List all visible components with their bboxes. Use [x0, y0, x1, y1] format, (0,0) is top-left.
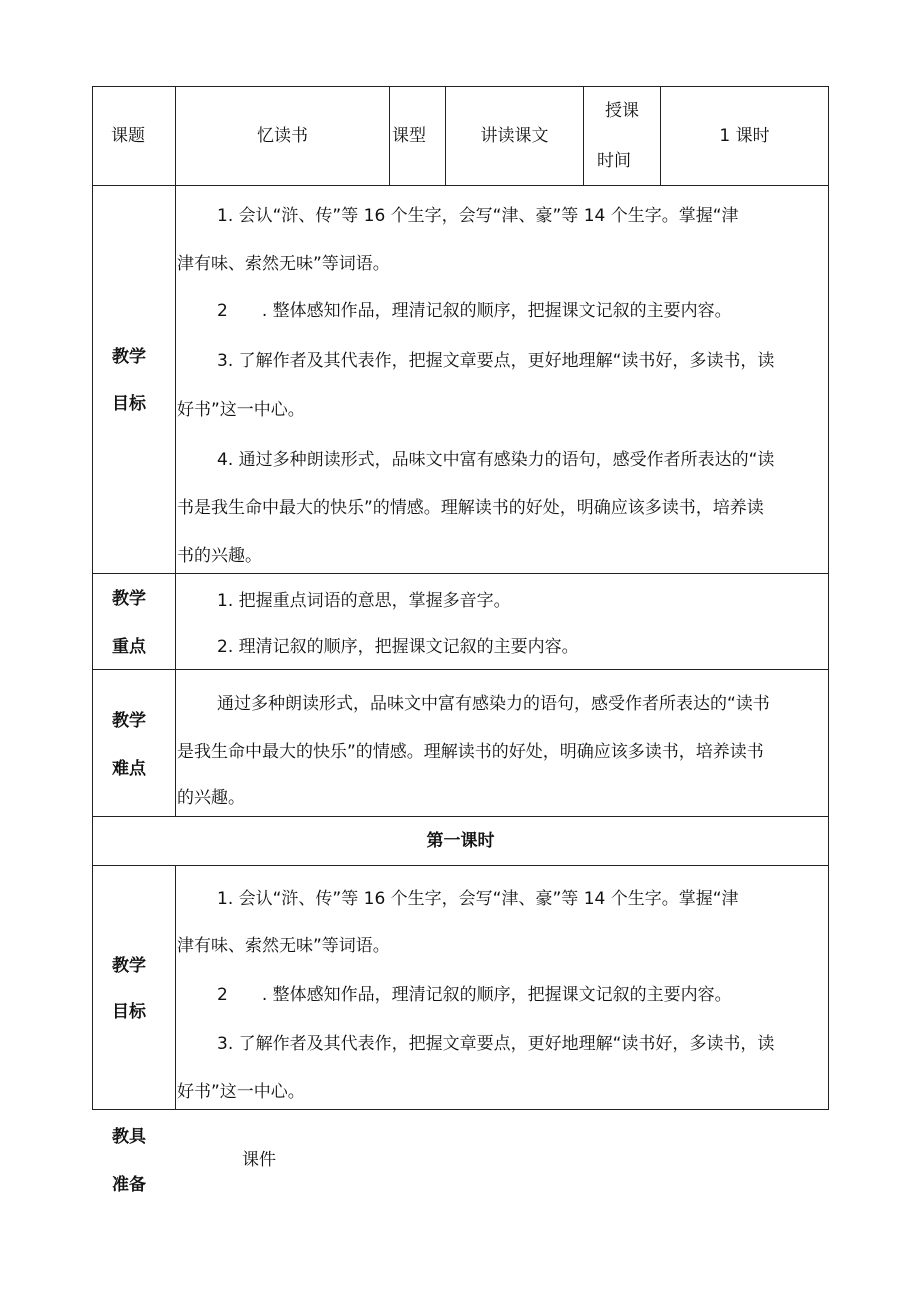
difficulties-line: 通过多种朗读形式，品味文中富有感染力的语句，感受作者所表达的“读书: [217, 694, 770, 714]
lesson1-label-line-1: 教学: [112, 956, 146, 976]
key-points-line: 2. 理清记叙的顺序，把握课文记叙的主要内容。: [217, 637, 579, 657]
table-border: [92, 865, 829, 866]
table-border: [92, 1109, 829, 1110]
objectives-line: 2 . 整体感知作品，理清记叙的顺序，把握课文记叙的主要内容。: [217, 301, 732, 321]
objectives-label-line-1: 教学: [112, 347, 146, 367]
lesson1-objectives-line: 好书”这一中心。: [177, 1082, 305, 1102]
table-border: [389, 86, 390, 186]
table-border: [92, 86, 93, 1110]
difficulties-line: 是我生命中最大的快乐”的情感。理解读书的好处，明确应该多读书，培养读书: [177, 742, 764, 762]
table-border: [92, 669, 829, 670]
lesson1-objectives-line: 1. 会认“浒、传”等 16 个生字，会写“津、豪”等 14 个生字。掌握“津: [217, 889, 739, 909]
objectives-line: 4. 通过多种朗读形式，品味文中富有感染力的语句，感受作者所表达的“读: [217, 450, 775, 470]
key-points-label-line-2: 重点: [112, 637, 146, 657]
table-border: [92, 86, 829, 87]
key-points-line: 1. 把握重点词语的意思，掌握多音字。: [217, 591, 511, 611]
topic-value: 忆读书: [257, 126, 308, 146]
objectives-line: 书的兴趣。: [177, 546, 262, 566]
lesson1-objectives-line: 2 . 整体感知作品，理清记叙的顺序，把握课文记叙的主要内容。: [217, 985, 732, 1005]
difficulties-label-line-2: 难点: [112, 759, 146, 779]
tools-label-line-1: 教具: [112, 1127, 146, 1147]
difficulties-line: 的兴趣。: [177, 788, 245, 808]
objectives-line: 津有味、索然无味”等词语。: [177, 254, 390, 274]
tools-label-line-2: 准备: [112, 1175, 146, 1195]
lesson1-objectives-line: 津有味、索然无味”等词语。: [177, 936, 390, 956]
lesson1-title: 第一课时: [426, 831, 495, 851]
objectives-line: 好书”这一中心。: [177, 400, 305, 420]
table-border: [92, 816, 829, 817]
key-points-label-line-1: 教学: [112, 589, 146, 609]
lesson1-objectives-line: 3. 了解作者及其代表作，把握文章要点，更好地理解“读书好，多读书，读: [217, 1034, 775, 1054]
objectives-line: 书是我生命中最大的快乐”的情感。理解读书的好处，明确应该多读书，培养读: [177, 498, 764, 518]
objectives-label-line-2: 目标: [112, 394, 146, 414]
topic-label: 课题: [111, 126, 145, 146]
table-border: [175, 865, 176, 1110]
difficulties-label-line-1: 教学: [112, 711, 146, 731]
type-label: 课型: [392, 126, 426, 146]
tools-value: 课件: [242, 1150, 276, 1170]
table-border: [175, 86, 176, 817]
time-label-line-1: 授课: [605, 101, 639, 121]
time-value: 1 课时: [719, 126, 770, 146]
lesson1-label-line-2: 目标: [112, 1002, 146, 1022]
table-border: [583, 86, 584, 186]
table-border: [828, 86, 829, 1110]
objectives-line: 3. 了解作者及其代表作，把握文章要点，更好地理解“读书好，多读书，读: [217, 351, 775, 371]
objectives-line: 1. 会认“浒、传”等 16 个生字，会写“津、豪”等 14 个生字。掌握“津: [217, 206, 739, 226]
table-border: [92, 185, 829, 186]
time-label-line-2: 时间: [597, 151, 631, 171]
table-border: [92, 573, 829, 574]
type-value: 讲读课文: [480, 126, 549, 146]
